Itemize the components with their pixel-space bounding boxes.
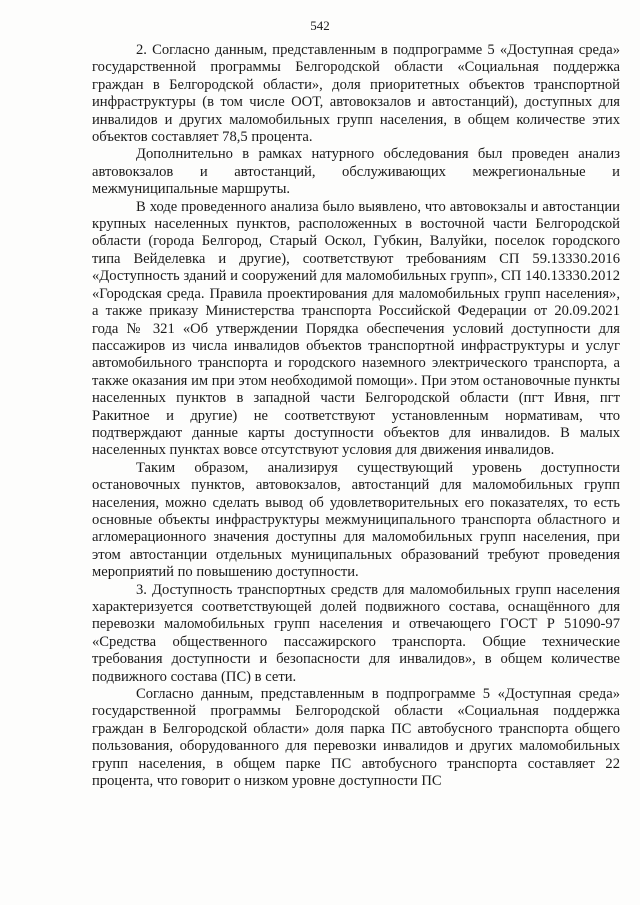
paragraph-1: 2. Согласно данным, представленным в подпрограмме 5 «Доступная среда» государственной программы Белгородской области «Социальная поддержка граждан в Белгородской области», доля приоритетных объектов транспортной инфраструктуры (в том числе ООТ, автовокзалов и автостанций), доступных для инвалидов и других маломобильных групп населения, в общем количестве этих объектов составляет 78,5 процента. [92,42,620,146]
paragraph-3: В ходе проведенного анализа было выявлено, что автовокзалы и автостанции крупных населенных пунктов, расположенных в восточной части Белгородской области (города Белгород, Старый Оскол, Губкин, Валуйки, поселок городского типа Вейделевка и другие), соответствуют требованиям СП 59.13330.2016 «Доступность зданий и сооружений для маломобильных групп», СП 140.13330.2012 «Городская среда. Правила проектирования для маломобильных групп населения», а также приказу Министерства транспорта Российской Федерации от 20.09.2021 года № 321 «Об утверждении Порядка обеспечения условий доступности для пассажиров из числа инвалидов объектов транспортной инфраструктуры и услуг автомобильного транспорта и городского наземного электрического транспорта, а также оказания им при этом необходимой помощи». При этом остановочные пункты населенных пунктов в западной части Белгородской области (пгт Ивня, пгт Ракитное и другие) не соответствуют установленным нормативам, что подтверждают данные карты доступности объектов для инвалидов. В малых населенных пунктах вовсе отсутствуют условия для движения инвалидов. [92,198,620,459]
paragraph-5: 3. Доступность транспортных средств для маломобильных групп населения характеризуется соответствующей долей подвижного состава, оснащённого для перевозки маломобильных групп населения и отвечающего ГОСТ Р 51090-97 «Средства общественного пассажирского транспорта. Общие технические требования доступности и безопасности для инвалидов», в общем количестве подвижного состава (ПС) в сети. [92,581,620,685]
paragraph-6: Согласно данным, представленным в подпрограмме 5 «Доступная среда» государственной программы Белгородской области «Социальная поддержка граждан в Белгородской области» доля парка ПС автобусного транспорта общего пользования, оборудованного для перевозки инвалидов и других маломобильных групп населения, в общем парке ПС автобусного транспорта составляет 22 процента, что говорит о низком уровне доступности ПС [92,686,620,790]
paragraph-4: Таким образом, анализируя существующий уровень доступности остановочных пунктов, автовокзалов, автостанций для маломобильных групп населения, можно сделать вывод об удовлетворительных его показателях, то есть основные объекты инфраструктуры межмуниципального транспорта областного и агломерационного значения доступны для маломобильных групп населения, при этом автостанции отдельных муниципальных образований требуют проведения мероприятий по повышению доступности. [92,459,620,581]
paragraph-2: Дополнительно в рамках натурного обследования был проведен анализ автовокзалов и автостанций, обслуживающих межрегиональные и межмуниципальные маршруты. [92,146,620,198]
page-number: 542 [310,18,330,33]
document-body [92,42,620,790]
